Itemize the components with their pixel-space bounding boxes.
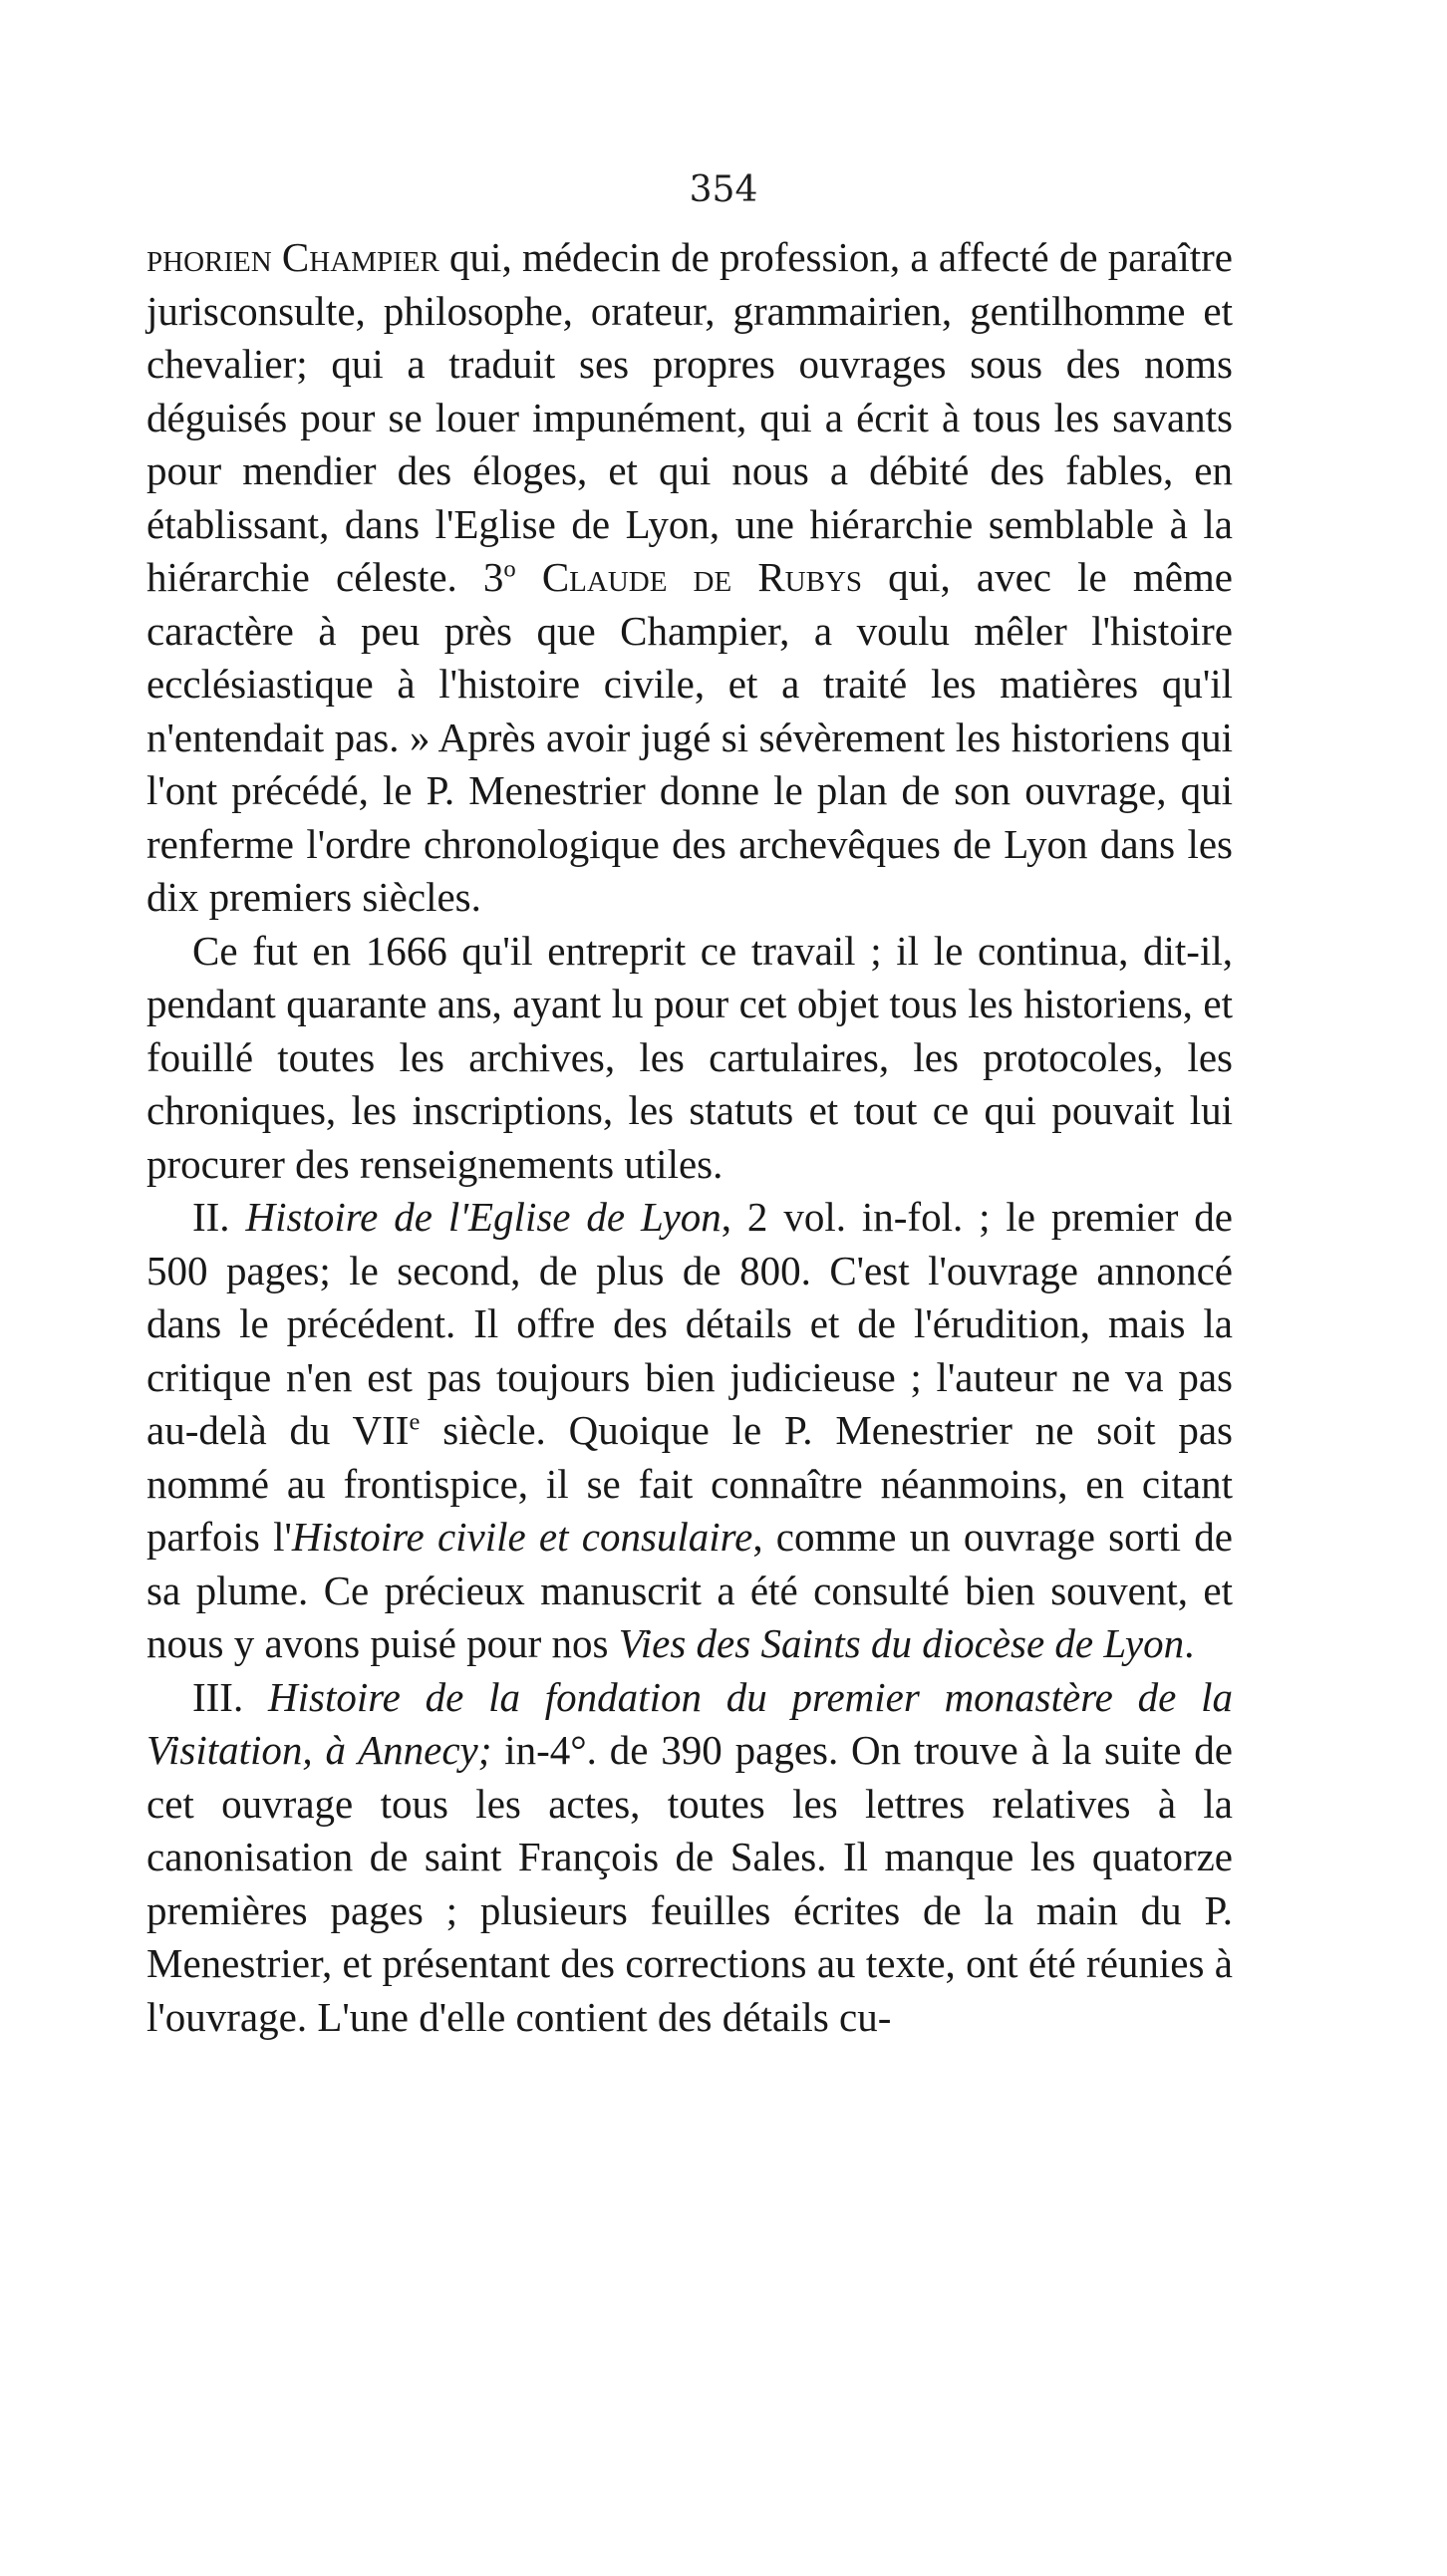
author-name: phorien Champier [146, 234, 439, 280]
text-run: II. [192, 1194, 246, 1240]
paragraph [146, 1671, 1233, 2045]
superscript: e [409, 1408, 421, 1436]
body-text [146, 231, 1233, 2044]
author-name: Claude de Rubys [541, 554, 863, 600]
text-run: , 2 vol. in-fol. ; le premier de 500 pages; le second, de plus de 800. C'est l'ouvrage annoncé dans le précédent. Il offre des détails et de l'érudition, mais la critique n'en est pas toujours bien judicieuse ; l'auteur ne va pas au-delà du VII [146, 1194, 1233, 1453]
text-run [516, 554, 542, 600]
text-run: , comme un ouvrage sorti de sa plume. Ce précieux manuscrit a été consulté bien souvent, et nous y avons puisé pour nos [146, 1514, 1233, 1666]
book-title: Histoire civile et consulaire [291, 1514, 753, 1560]
text-run: in-4°. de 390 pages. On trouve à la suite de cet ouvrage tous les actes, toutes les lettres relatives à la canonisation de saint François de Sales. Il manque les quatorze premières pages ; plusieurs feuilles écrites de la main du P. Menestrier, et présentant des corrections au texte, ont été réunies à l'ouvrage. L'une d'elle contient des détails cu- [146, 1727, 1233, 2040]
book-title: Histoire de l'Eglise de Lyon [245, 1194, 722, 1240]
book-title: Vies des Saints du diocèse de Lyon [618, 1620, 1185, 1666]
text-run: qui, avec le même caractère à peu près que Champier, a voulu mêler l'histoire ecclésiastique à l'histoire civile, et a traité les matières qu'il n'entendait pas. » Après avoir jugé si sévèrement les historiens qui l'ont précédé, le P. Menestrier donne le plan de son ouvrage, qui renferme l'ordre chronologique des archevêques de Lyon dans les dix premiers siècles. [146, 554, 1233, 920]
text-run: siècle. Quoique le P. Menestrier ne soit pas nommé au frontispice, il se fait connaître néanmoins, en citant parfois l' [146, 1407, 1233, 1560]
superscript: o [503, 555, 516, 583]
text-run: qui, médecin de profession, a affecté de paraître jurisconsulte, philosophe, orateur, grammairien, gentilhomme et chevalier; qui a traduit ses propres ouvrages sous des noms déguisés pour se louer impunément, qui a écrit à tous les savants pour mendier des éloges, et qui nous a débité des fables, en établissant, dans l'Eglise de Lyon, une hiérarchie semblable à la hiérarchie céleste. 3 [146, 234, 1233, 600]
paragraph [146, 925, 1233, 1192]
text-run: Ce fut en 1666 qu'il entreprit ce travail ; il le continua, dit-il, pendant quarante ans, ayant lu pour cet objet tous les historiens, et fouillé toutes les archives, les cartulaires, les protocoles, les chroniques, les inscriptions, les statuts et tout ce qui pouvait lui procurer des renseignements utiles. [146, 927, 1233, 1187]
paragraph [146, 231, 1233, 925]
text-run: III. [192, 1673, 268, 1720]
paragraph [146, 1191, 1233, 1671]
text-run: . [1184, 1620, 1195, 1666]
page-number: 354 [689, 169, 758, 210]
book-title: Histoire de la fondation du premier monastère de la Visitation, à Annecy; [146, 1673, 1233, 1773]
